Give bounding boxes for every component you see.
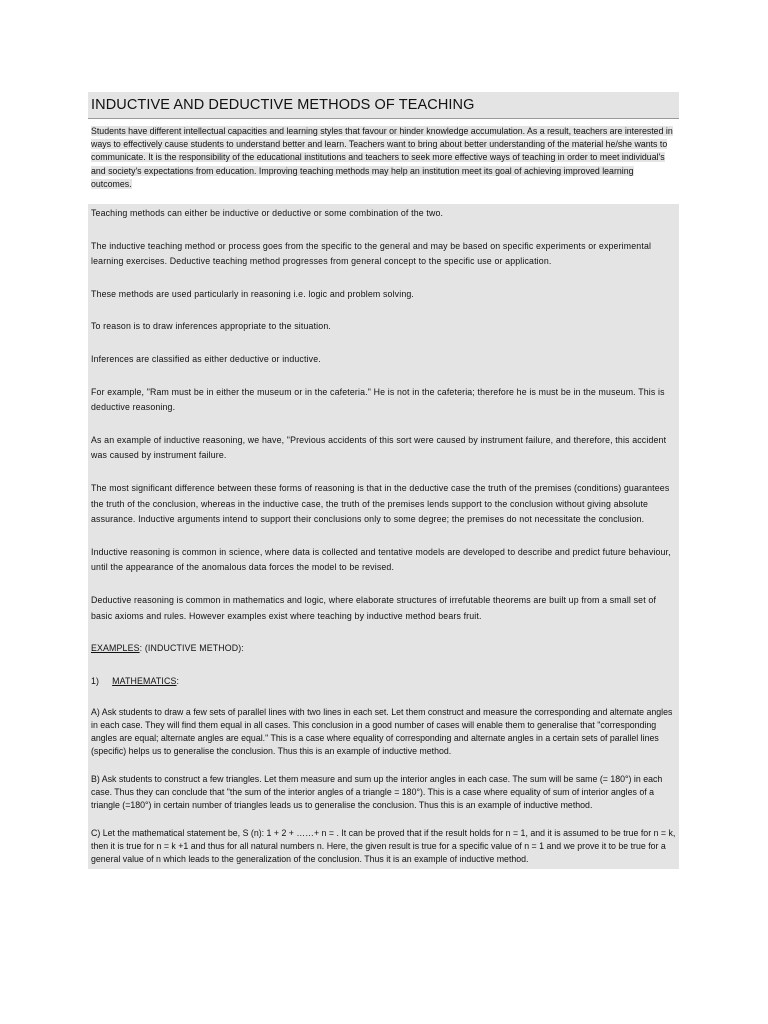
examples-label: EXAMPLES — [91, 643, 140, 654]
paragraph: To reason is to draw inferences appropriate to the situation. — [91, 321, 331, 332]
paragraph: Teaching methods can either be inductive or deductive or some combination of the two. — [91, 208, 444, 219]
paragraph: As an example of inductive reasoning, we have, "Previous accidents of this sort were caused by instrument failure, and therefore, this accident was caused by instrument failure. — [91, 434, 667, 461]
paragraph: The most significant difference between these forms of reasoning is that in the deductive case the truth of the premises (conditions) guarantees the truth of the conclusion, whereas in the inductive case, the truth of the premises lends support to the conclusion without giving absolute assurance. Inductive arguments intend to support their conclusions only to some degree; the premises do not necessitate the conclusion. — [91, 482, 670, 525]
title-bar — [88, 92, 679, 119]
paragraph: Deductive reasoning is common in mathematics and logic, where elaborate structures of irrefutable theorems are built up from a small set of basic axioms and rules. However examples exist where teaching by inductive method bears fruit. — [91, 594, 657, 621]
paragraph: The inductive teaching method or process goes from the specific to the general and may be based on specific experiments or experimental learning exercises. Deductive teaching method progresses from general concept to the specific use or application. — [91, 240, 652, 267]
section-suffix: : — [176, 675, 180, 686]
example-item: B) Ask students to construct a few triangles. Let them measure and sum up the interior angles in each case. The sum will be same (= 180°) in each case. Thus they can conclude that "the sum of the interior angles of a triangle = 180°). This is a case where equality of sum of interior angles of a triangle (=180°) in certain number of triangles leads us to generalise the conclusion. Thus this is an example of inductive method. — [91, 774, 663, 811]
document-page — [88, 92, 679, 869]
paragraph: Inductive reasoning is common in science, where data is collected and tentative models are developed to describe and predict future behaviour, until the appearance of the anomalous data forces the model to be revised. — [91, 546, 671, 573]
page-title: INDUCTIVE AND DEDUCTIVE METHODS OF TEACHING — [91, 97, 475, 113]
paragraph: For example, "Ram must be in either the museum or in the cafeteria." He is not in the cafeteria; therefore he is must be in the museum. This is deductive reasoning. — [91, 386, 665, 413]
section-number: 1) — [91, 675, 100, 686]
body-block — [88, 204, 679, 869]
paragraph: Inferences are classified as either deductive or inductive. — [91, 353, 321, 364]
paragraph: These methods are used particularly in reasoning i.e. logic and problem solving. — [91, 288, 414, 299]
examples-heading — [91, 641, 676, 657]
section-heading — [91, 674, 676, 690]
example-item: C) Let the mathematical statement be, S (n): 1 + 2 + ……+ n = . It can be proved that if the result holds for n = 1, and it is assumed to be true for n = k, then it is true for n = k +1 and thus for all natural numbers n. Here, the given result is true for a specific value of n = 1 and we prove it to be true for a general value of n which leads to the generalization of the conclusion. Thus it is an example of inductive method. — [91, 828, 676, 865]
section-label: MATHEMATICS — [112, 675, 177, 686]
examples-suffix: : (INDUCTIVE METHOD): — [139, 643, 244, 654]
example-list — [91, 706, 676, 866]
intro-text: Students have different intellectual capacities and learning styles that favour or hinder knowledge accumulation. As a result, teachers are interested in ways to effectively cause students to understand better and learn. Teachers want to bring about better understanding of the material he/she wants to communicate. It is the responsibility of the educational institutions and teachers to seek more effective ways of teaching in order to meet individual's and society's expectations from education. Improving teaching methods may help an institution meet its goal of achieving improved learning outcomes. — [91, 126, 673, 189]
example-item: A) Ask students to draw a few sets of parallel lines with two lines in each set. Let them construct and measure the corresponding and alternate angles in each case. They will find them equal in all cases. This conclusion in a good number of cases will enable them to generalise that "corresponding angles are equal; alternate angles are equal." This is a case where equality of corresponding and alternate angles in a certain sets of parallel lines (specific) helps us to generalise the conclusion. Thus this is an example of inductive method. — [91, 707, 673, 757]
intro-paragraph — [88, 125, 679, 191]
